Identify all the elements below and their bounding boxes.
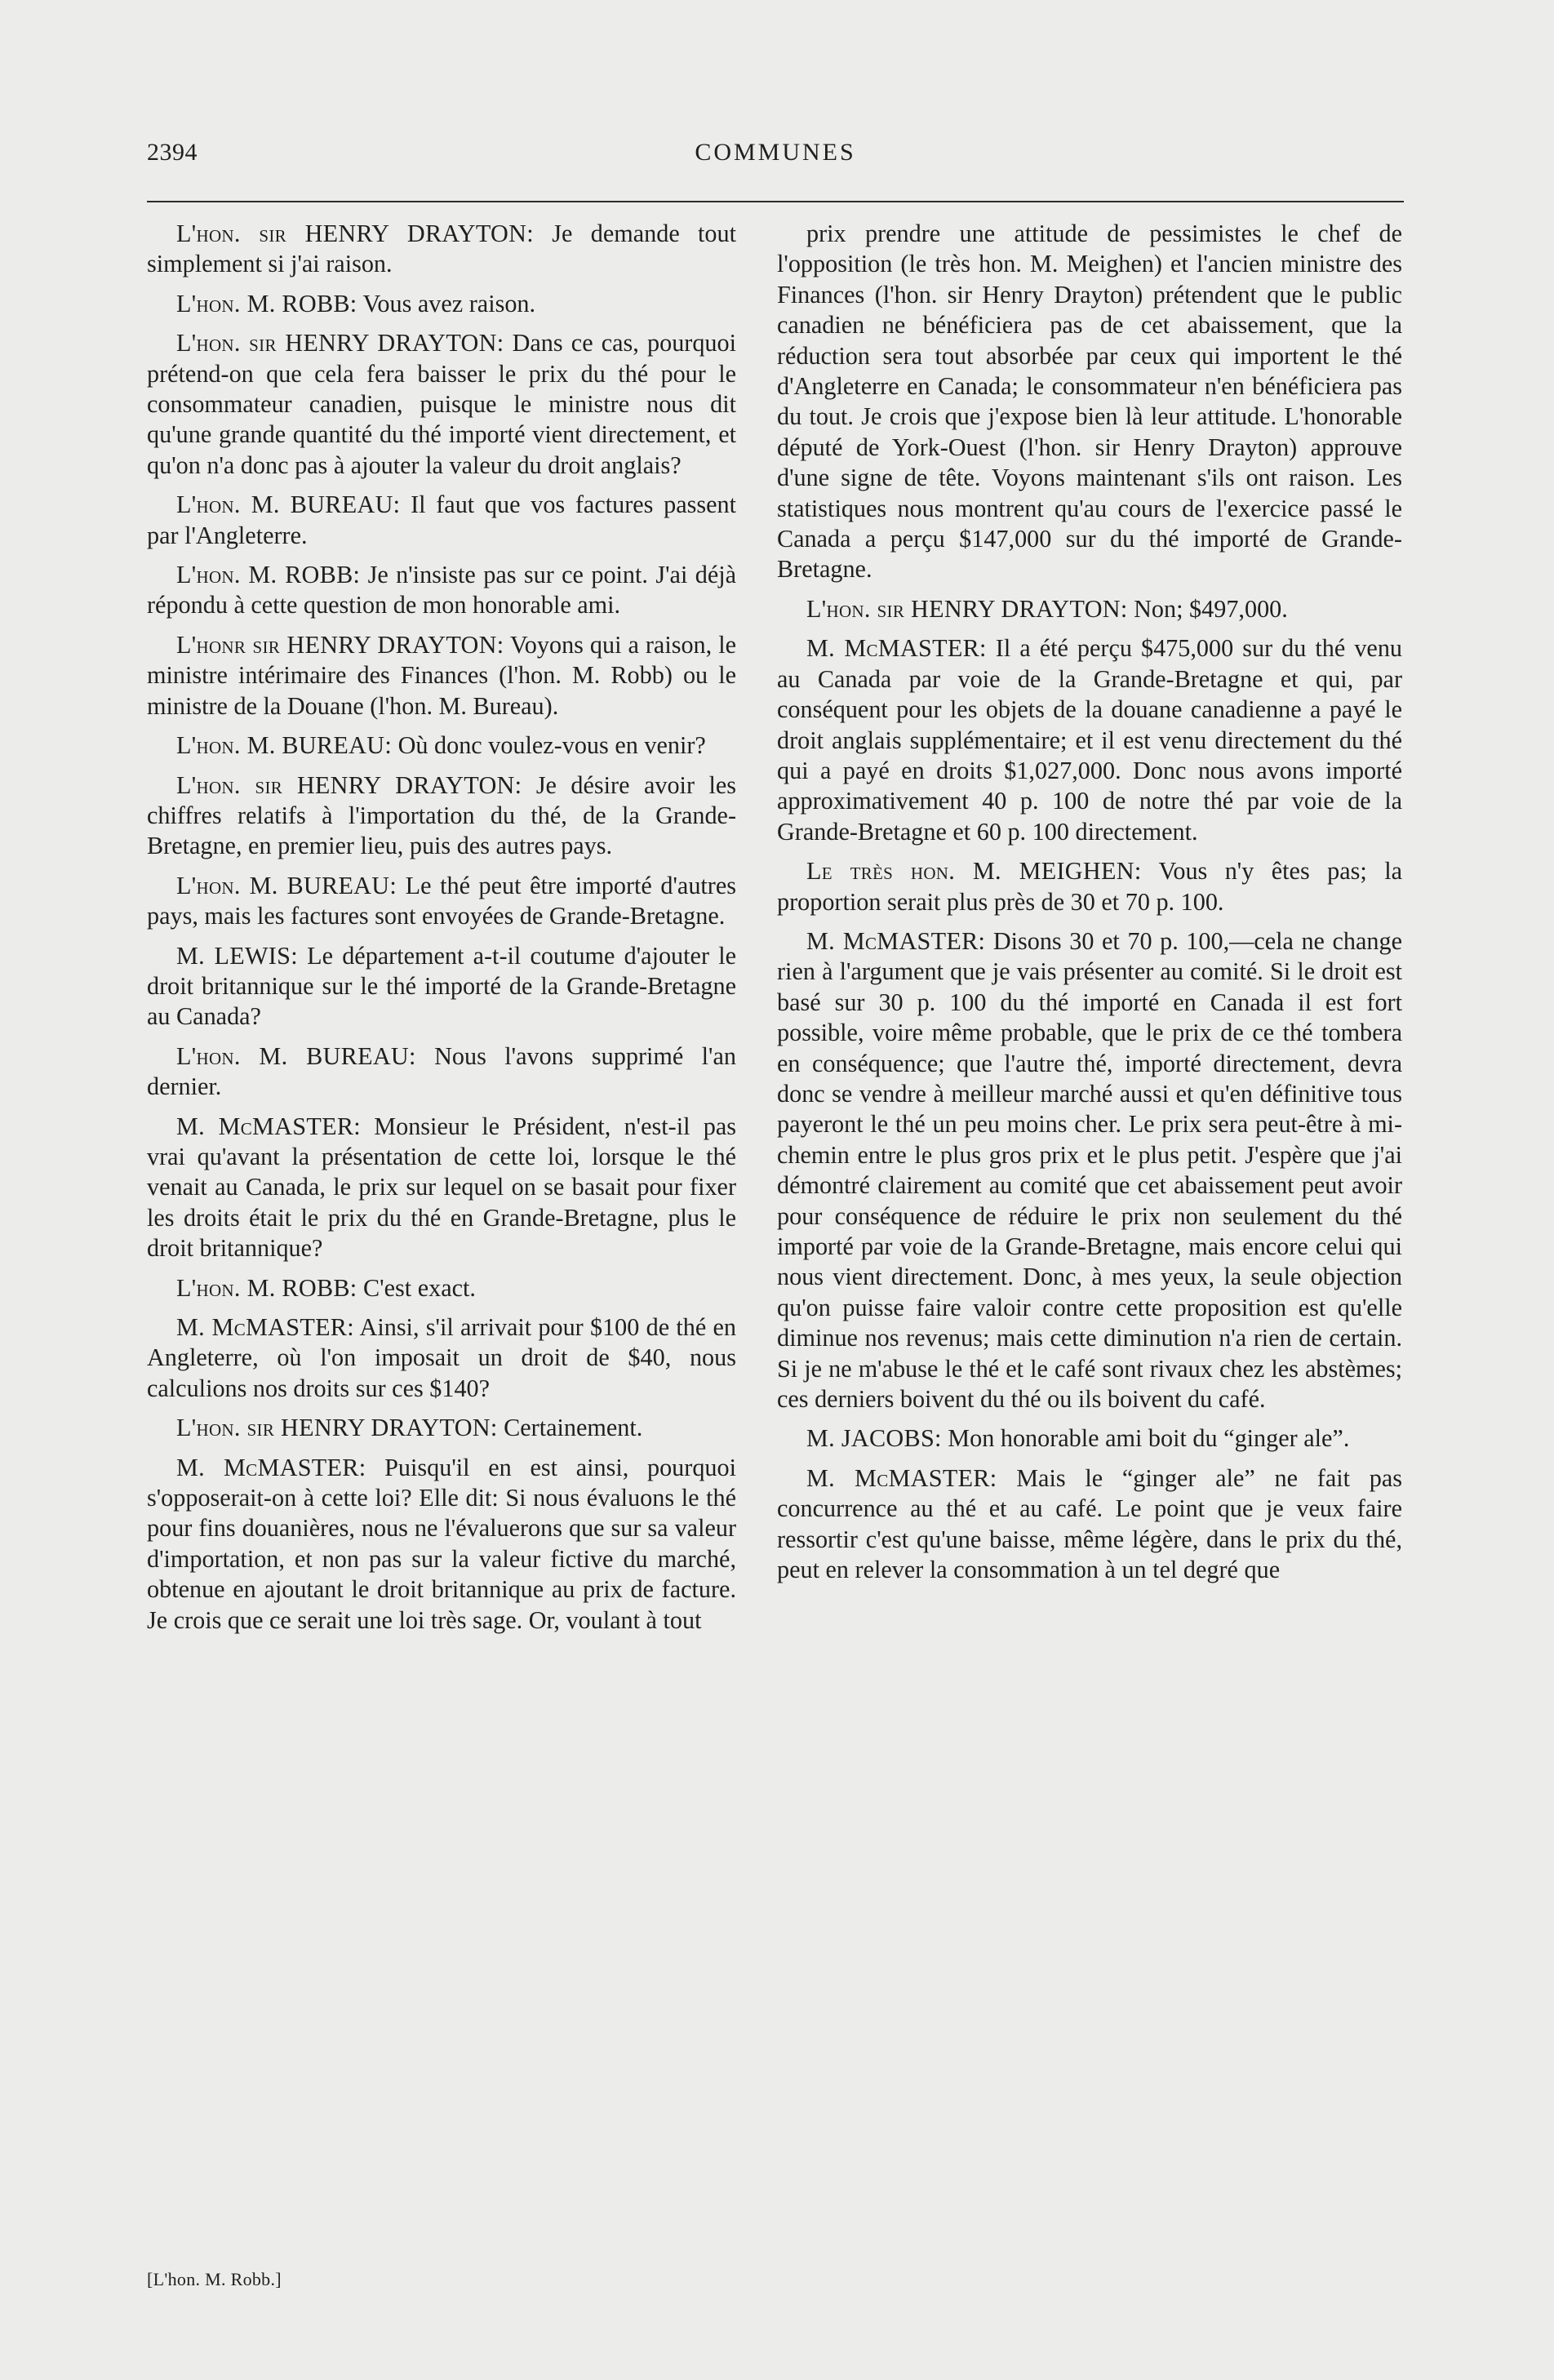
speaker-name: L'hon. sir HENRY DRAYTON:	[176, 770, 522, 799]
speaker-name: Le très hon. M. MEIGHEN:	[806, 857, 1142, 886]
speech-text: Le département a-t-il coutume d'ajouter le droit britannique sur le thé importé de la Grande-Bretagne au Canada?	[147, 941, 736, 1031]
paragraph	[147, 770, 736, 862]
paragraph	[147, 630, 736, 722]
paragraph	[147, 1453, 736, 1636]
speaker-name: L'hon. M. BUREAU:	[176, 1041, 416, 1070]
speech-text: Mais le “ginger ale” ne fait pas concurrence au thé et au café. Le point que je veux faire ressortir c'est qu'une baisse, même légère, dans le prix du thé, peut en relever la consommation à un tel degré que	[777, 1463, 1402, 1584]
page-header	[147, 139, 1404, 180]
speech-text: Je n'insiste pas sur ce point. J'ai déjà répondu à cette question de mon honorable ami.	[147, 561, 737, 619]
speaker-name: L'hon. M. ROBB:	[176, 561, 361, 589]
paragraph	[147, 1312, 736, 1404]
speech-text: prix prendre une attitude de pessimistes le chef de l'opposition (le très hon. M. Meighen) et l'ancien ministre des Finances (l'hon. sir Henry Drayton) prétendent que le public canadien ne bénéficiera pas de cet abaissement, que la réduction sera tout absorbée par ceux qui importent le thé d'Angleterre en Canada; le consommateur n'en bénéficiera pas du tout. Je crois que j'expose bien là leur attitude. L'honorable député de York-Ouest (l'hon. sir Henry Drayton) approuve d'une signe de tête. Voyons maintenant s'ils ont raison. Les statistiques nous montrent qu'au cours de l'exercice passé le Canada a perçu $147,000 sur du thé importé de Grande-Bretagne.	[777, 220, 1402, 584]
left-column	[147, 219, 736, 1645]
paragraph	[147, 289, 736, 319]
speech-text: C'est exact.	[363, 1273, 476, 1302]
paragraph	[777, 1463, 1402, 1586]
speaker-name: M. McMASTER:	[806, 1463, 997, 1492]
paragraph	[147, 490, 736, 551]
running-title: COMMUNES	[695, 139, 856, 166]
paragraph	[147, 1112, 736, 1264]
speaker-name: L'hon. M. ROBB:	[176, 1273, 357, 1302]
speech-text: Le thé peut être importé d'autres pays, mais les factures sont envoyées de Grande-Bretagne.	[147, 871, 737, 930]
speech-text: Monsieur le Président, n'est-il pas vrai qu'avant la présentation de cette loi, lorsque le thé venait au Canada, le prix sur lequel on se basait pour fixer les droits était le prix du thé en Grande-Bretagne, plus le droit britannique?	[147, 1112, 737, 1263]
paragraph	[777, 926, 1402, 1415]
speaker-name: M. McMASTER:	[806, 634, 987, 663]
speech-text: Mon honorable ami boit du “ginger ale”.	[948, 1424, 1350, 1453]
speech-text: Non; $497,000.	[1134, 594, 1288, 623]
paragraph	[147, 560, 736, 621]
paragraph	[147, 871, 736, 932]
speech-text: Puisqu'il en est ainsi, pourquoi s'opposerait-on à cette loi? Elle dit: Si nous évaluons le thé pour fins douanières, nous ne l'évaluerons que sur sa valeur d'importation, et non pas sur la valeur fictive du marché, obtenue en ajoutant le droit britannique au prix de facture. Je crois que ce serait une loi très sage. Or, voulant à tout	[147, 1453, 736, 1634]
paragraph	[777, 633, 1402, 847]
paragraph	[777, 594, 1402, 624]
speaker-name: L'hon. M. ROBB:	[176, 289, 357, 317]
right-column	[777, 219, 1402, 1594]
paragraph	[147, 941, 736, 1032]
speech-text: Il a été perçu $475,000 sur du thé venu au Canada par voie de la Grande-Bretagne et qui, par conséquent pour les objets de la douane canadienne a payé le droit anglais supplémentaire; et il est venu directement du thé qui a payé en droits $1,027,000. Donc nous avons importé approximativement 40 p. 100 de notre thé par voie de la Grande-Bretagne et 60 p. 100 directement.	[777, 634, 1403, 846]
speech-text: Vous avez raison.	[362, 289, 536, 317]
speaker-name: L'hon. sir HENRY DRAYTON:	[176, 329, 504, 357]
speech-text: Je désire avoir les chiffres relatifs à l'importation du thé, de la Grande-Bretagne, en premier lieu, puis des autres pays.	[147, 770, 736, 860]
speech-text: Où donc voulez-vous en venir?	[397, 731, 706, 760]
page-number: 2394	[147, 139, 198, 166]
paragraph	[147, 328, 736, 481]
speaker-name: L'hon. sir HENRY DRAYTON:	[806, 594, 1128, 623]
paragraph	[777, 1423, 1402, 1454]
speaker-name: L'hon. sir HENRY DRAYTON:	[176, 220, 534, 247]
paragraph	[147, 219, 736, 280]
speech-text: Ainsi, s'il arrivait pour $100 de thé en Angleterre, où l'on imposait un droit de $40, nous calculions nos droits sur ces $140?	[147, 1313, 736, 1402]
speech-text: Certainement.	[504, 1414, 643, 1442]
speech-text: Vous n'y êtes pas; la proportion serait plus près de 30 et 70 p. 100.	[777, 857, 1402, 916]
speaker-name: M. McMASTER:	[176, 1313, 354, 1341]
header-rule	[147, 201, 1404, 202]
speaker-name: M. JACOBS:	[806, 1424, 942, 1453]
speaker-name: M. McMASTER:	[176, 1453, 366, 1481]
speaker-name: L'hon. M. BUREAU:	[176, 871, 397, 899]
speaker-name: M. LEWIS:	[176, 941, 298, 970]
speech-text: Je demande tout simplement si j'ai raison.	[147, 220, 737, 278]
speech-text: Dans ce cas, pourquoi prétend-on que cela fera baisser le prix du thé pour le consommateur canadien, puisque le ministre nous dit qu'une grande quantité du thé importé vient directement, et qu'on n'a donc pas à ajouter la valeur du droit anglais?	[147, 329, 737, 479]
paragraph	[777, 856, 1402, 917]
paragraph	[147, 1041, 736, 1103]
footer-note: [L'hon. M. Robb.]	[147, 2269, 282, 2289]
paragraph	[147, 730, 736, 761]
speech-text: Disons 30 et 70 p. 100,—cela ne change rien à l'argument que je vais présenter au comité. Si le droit est basé sur 30 p. 100 du thé importé en Canada il est fort possible, voire même probable, que le prix de ce thé tombera en conséquence; que l'autre thé, importé directement, devra donc se vendre à meilleur marché aussi et qu'en définitive tous payeront le thé un peu moins cher. Le prix sera peut-être à mi-chemin entre le plus gros prix et le plus petit. J'espère que j'ai démontré clairement au comité que cet abaissement peut avoir pour conséquence de réduire le prix non seulement du thé importé par voie de la Grande-Bretagne, mais encore celui qui nous vient directement. Donc, à mes yeux, la seule objection qu'on puisse faire valoir contre cette proposition est qu'elle diminue nos revenus; mais cette diminution n'a rien de certain. Si je ne m'abuse le thé et le café sont rivaux chez les abstèmes; ces derniers boivent du thé ou ils boivent du café.	[777, 926, 1403, 1414]
paragraph	[147, 1273, 736, 1303]
speech-text: Nous l'avons supprimé l'an dernier.	[147, 1041, 736, 1101]
speaker-name: L'hon. sir HENRY DRAYTON:	[176, 1414, 498, 1442]
paragraph	[777, 219, 1402, 585]
speaker-name: M. McMASTER:	[176, 1112, 361, 1140]
speaker-name: L'hon. M. BUREAU:	[176, 731, 393, 760]
speaker-name: L'honr sir HENRY DRAYTON:	[176, 630, 504, 659]
speaker-name: L'hon. M. BUREAU:	[176, 491, 401, 519]
speaker-name: M. McMASTER:	[806, 926, 986, 955]
speech-text: Voyons qui a raison, le ministre intérimaire des Finances (l'hon. M. Robb) ou le ministre de la Douane (l'hon. M. Bureau).	[147, 630, 736, 720]
paragraph	[147, 1413, 736, 1443]
speech-text: Il faut que vos factures passent par l'Angleterre.	[147, 491, 736, 549]
